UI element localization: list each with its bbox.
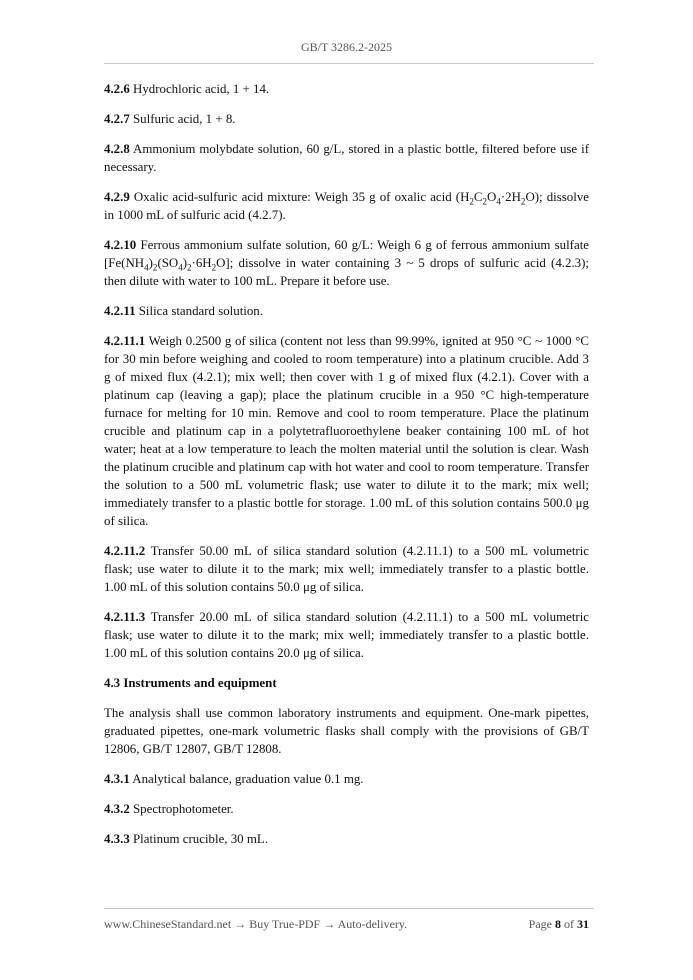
clause-text: Ammonium molybdate solution, 60 g/L, stored in a plastic bottle, filtered before use if necessary. (104, 142, 589, 174)
clause-4-3-2 (104, 800, 589, 818)
page-indicator (529, 917, 589, 932)
clause-4-2-9: 4.2.9 Oxalic acid-sulfuric acid mixture: Weigh 35 g of oxalic acid $(H_2C_2O_4\cdot 2H_2O)$; dissolve in 1000 mL of sulfuric acid (4.2.7). (104, 190, 589, 222)
document-header (0, 40, 693, 55)
clause-4-2-11-3 (104, 608, 589, 662)
clause-text: (SO (157, 256, 179, 270)
clause-4-2-11-1 (104, 332, 589, 530)
footer-divider (104, 908, 594, 909)
clause-text: Platinum crucible, 30 mL. (129, 832, 268, 846)
clause-text: Weigh 0.2500 g of silica (content not less than 99.99%, ignited at 950 °C ~ 1000 °C for 30 min before weighing and cooled to room temperature) into a platinum crucible. Add 3 g of mixed flux (4.2.1); mix well; then cover with 1 g of mixed flux (4.2.1). Cover with a platinum cap (leaving a gap); place the platinum crucible in a 950 °C high-temperature furnace for melting for 10 min. Remove and cool to room temperature. Place the platinum crucible and platinum cap in a polytetrafluoroethylene beaker containing 100 mL of hot water; heat at a low temperature to leach the molten material until the solution is clear. Wash the platinum crucible and platinum cap with hot water and cool to room temperature. Transfer the solution to a 500 mL volumetric flask; use water to dilute it to the mark; mix well; immediately transfer to a plastic bottle for storage. 1.00 mL of this solution contains 500.0 μg of silica. (104, 334, 589, 528)
arrow-right-icon: → (323, 917, 336, 931)
subscript: 2 (211, 262, 217, 273)
subscript: 4 (144, 262, 149, 273)
subscript: 2 (482, 196, 488, 207)
section-intro: The analysis shall use common laboratory instruments and equipment. One-mark pipettes, graduated pipettes, one-mark volumetric flasks shall comply with the provisions of GB/T 12806, GB/T 12807, GB/T 12808. (104, 706, 589, 756)
clause-number: 4.3.1 (104, 772, 130, 786)
clause-text: Hydrochloric acid, 1 + 14. (129, 82, 270, 96)
subscript: 2 (520, 196, 526, 207)
subscript: 2 (152, 262, 158, 273)
header-divider (104, 63, 594, 64)
arrow-right-icon: → (234, 917, 247, 931)
buy-link[interactable]: Buy True-PDF (249, 917, 321, 931)
clause-text: ·2H (500, 190, 521, 204)
site-link[interactable]: www.ChineseStandard.net (104, 917, 232, 931)
auto-delivery-text: Auto-delivery. (337, 917, 408, 931)
subscript: 4 (178, 262, 183, 273)
clause-4-2-10: 4.2.10 Ferrous ammonium sulfate solution, 60 g/L: Weigh 6 g of ferrous ammonium sulfate $[Fe(NH_4)_2(SO_4)_2\cdot 6H_2O]$; dissolve in water containing 3 ~ 5 drops of sulfuric acid (4.2.3); then dilute with water to 100 mL. Prepare it before use. (104, 238, 589, 288)
clause-number: 4.2.11.3 (104, 610, 146, 624)
clause-4-2-11-2 (104, 542, 589, 596)
clause-number: 4.3.3 (104, 832, 130, 846)
clause-text: Silica standard solution. (135, 304, 263, 318)
clause-4-3-1 (104, 770, 589, 788)
doc-id: GB/T 3286.2-2025 (300, 40, 393, 54)
clause-4-3-3 (104, 830, 589, 848)
clause-text: Transfer 20.00 mL of silica standard solution (4.2.11.1) to a 500 mL volumetric flask; use water to dilute it to the mark; mix well; immediately transfer to a plastic bottle. 1.00 mL of this solution contains 20.0 μg of silica. (104, 610, 589, 660)
clause-number: 4.2.6 (104, 82, 130, 96)
clause-text: Transfer 50.00 mL of silica standard solution (4.2.11.1) to a 500 mL volumetric flask; use water to dilute it to the mark; mix well; immediately transfer to a plastic bottle. 1.00 mL of this solution contains 50.0 μg of silica. (104, 544, 589, 594)
total-pages: 31 (577, 917, 589, 931)
of-label: of (564, 917, 574, 931)
document-body (104, 80, 589, 860)
clause-number: 4.2.11 (104, 304, 136, 318)
clause-number: 4.2.11.1 (104, 334, 146, 348)
clause-number: 4.2.9 (104, 190, 130, 204)
subscript: 4 (496, 196, 501, 207)
clause-text: ·6H (191, 256, 212, 270)
clause-number: 4.2.10 (104, 238, 137, 252)
footer-links (104, 917, 407, 932)
clause-number: 4.2.11.2 (104, 544, 146, 558)
clause-text: Analytical balance, graduation value 0.1 mg. (129, 772, 364, 786)
page-number: 8 (555, 917, 561, 931)
clause-number: 4.3.2 (104, 802, 130, 816)
clause-text: O]; dissolve in water containing 3 ~ 5 drops of sulfuric acid (4.2.3); then dilute with water to 100 mL. Prepare it before use. (104, 256, 589, 288)
clause-text: Sulfuric acid, 1 + 8. (129, 112, 236, 126)
clause-4-2-6 (104, 80, 589, 98)
subscript: 2 (469, 196, 474, 207)
clause-text: Oxalic acid-sulfuric acid mixture: Weigh 35 g of oxalic acid (H (129, 190, 470, 204)
page-label: Page (528, 917, 552, 931)
clause-number: 4.2.8 (104, 142, 130, 156)
clause-4-2-11 (104, 302, 589, 320)
clause-text: Ferrous ammonium sulfate solution, 60 g/L: Weigh 6 g of ferrous ammonium sulfate [Fe(NH (104, 238, 589, 270)
clause-text: Spectrophotometer. (129, 802, 234, 816)
clause-text: O (487, 190, 497, 204)
subscript: 2 (187, 262, 192, 273)
section-heading: 4.3 Instruments and equipment (104, 676, 277, 690)
clause-number: 4.2.7 (104, 112, 130, 126)
clause-text: O); dissolve in 1000 mL of sulfuric acid (4.2.7). (104, 190, 589, 222)
clause-4-2-7 (104, 110, 589, 128)
clause-4-2-8 (104, 140, 589, 176)
